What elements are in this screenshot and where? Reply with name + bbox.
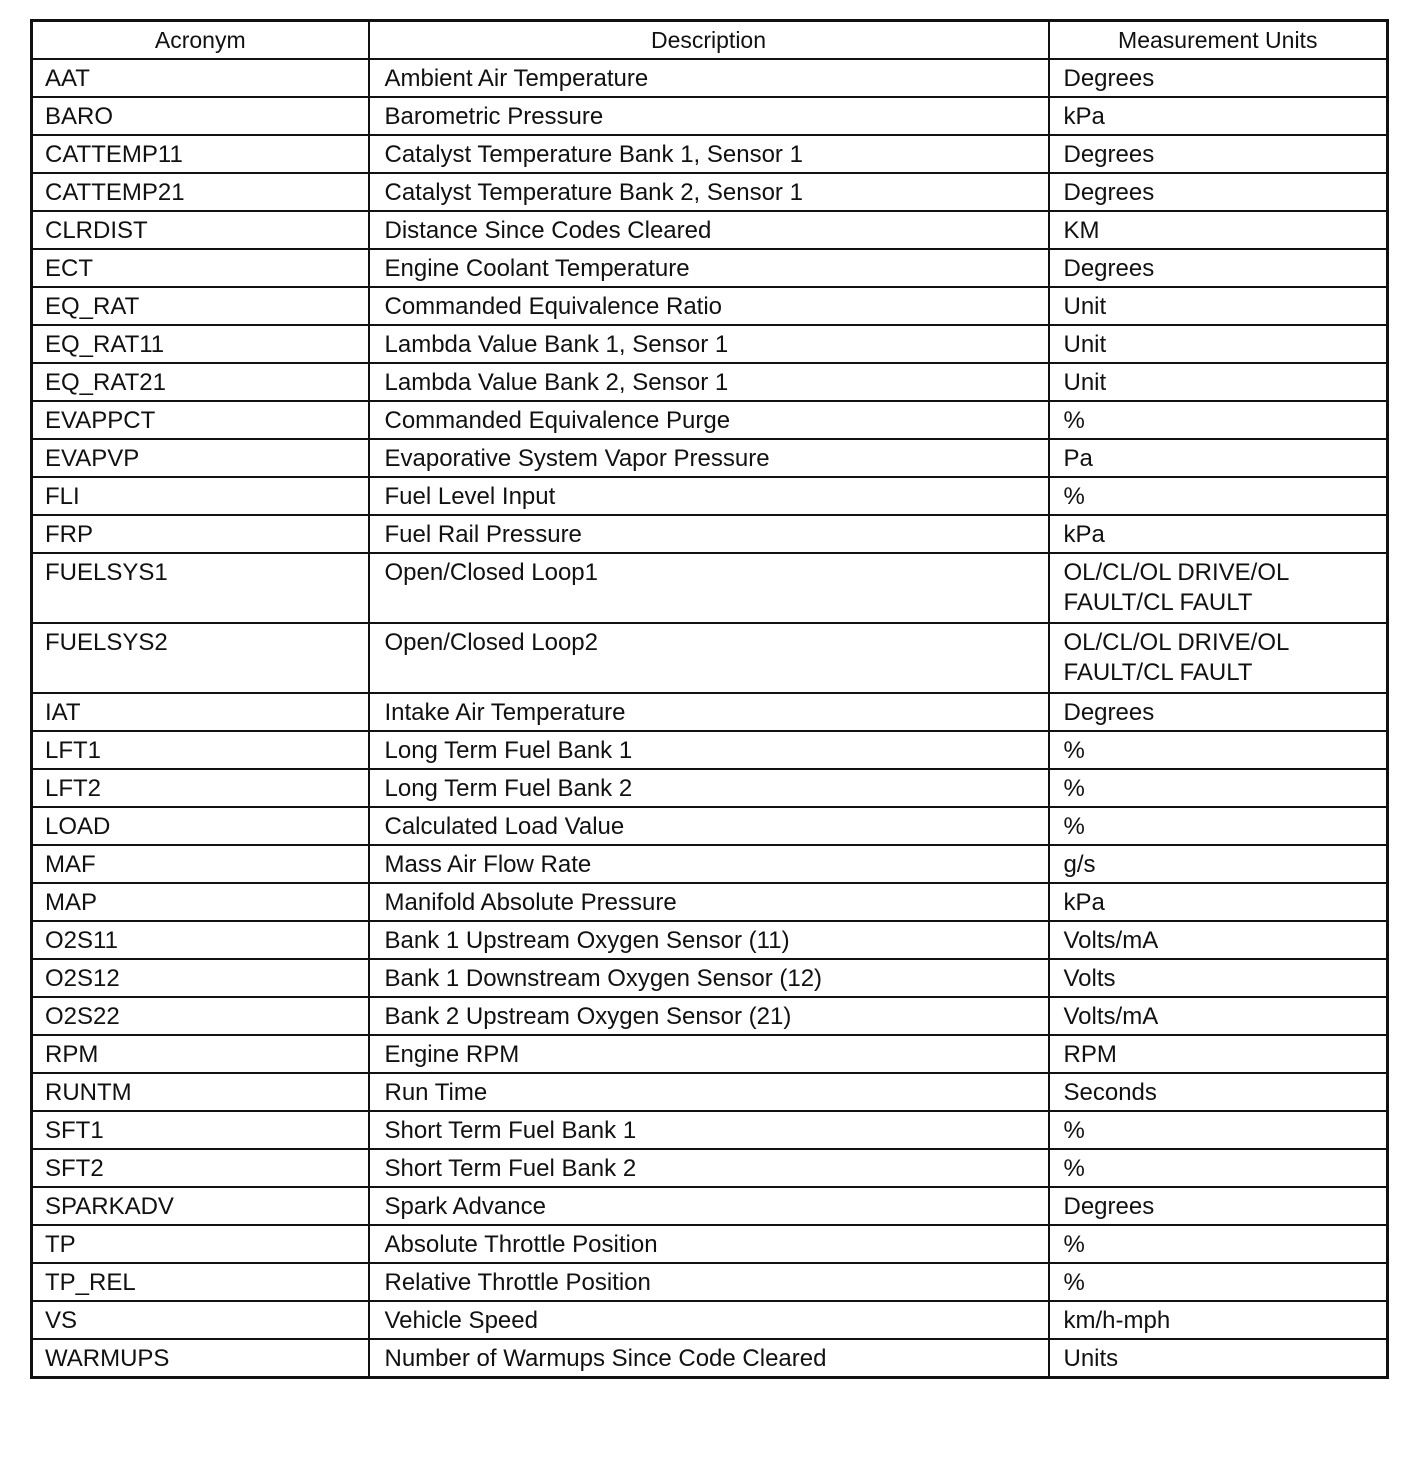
document-page [30, 19, 1386, 1379]
cell-acronym: EVAPPCT [32, 401, 369, 439]
cell-acronym: FUELSYS2 [32, 623, 369, 693]
table-row [32, 1035, 1388, 1073]
cell-acronym: ECT [32, 249, 369, 287]
cell-measurement-units: g/s [1049, 845, 1388, 883]
table-header-row [32, 21, 1388, 60]
cell-description: Engine RPM [369, 1035, 1049, 1073]
table-row [32, 693, 1388, 731]
table-row [32, 1339, 1388, 1378]
cell-acronym: LFT2 [32, 769, 369, 807]
table-row [32, 325, 1388, 363]
cell-acronym: EQ_RAT21 [32, 363, 369, 401]
cell-measurement-units: Units [1049, 1339, 1388, 1378]
header-acronym: Acronym [32, 21, 369, 60]
cell-acronym: BARO [32, 97, 369, 135]
cell-description: Fuel Rail Pressure [369, 515, 1049, 553]
table-row [32, 211, 1388, 249]
cell-acronym: O2S12 [32, 959, 369, 997]
cell-acronym: EQ_RAT11 [32, 325, 369, 363]
cell-description: Lambda Value Bank 1, Sensor 1 [369, 325, 1049, 363]
cell-description: Long Term Fuel Bank 2 [369, 769, 1049, 807]
table-row [32, 477, 1388, 515]
cell-measurement-units: Degrees [1049, 135, 1388, 173]
cell-acronym: CATTEMP11 [32, 135, 369, 173]
table-row [32, 807, 1388, 845]
cell-description: Commanded Equivalence Ratio [369, 287, 1049, 325]
cell-description: Bank 2 Upstream Oxygen Sensor (21) [369, 997, 1049, 1035]
cell-description: Mass Air Flow Rate [369, 845, 1049, 883]
table-row [32, 1149, 1388, 1187]
cell-acronym: MAP [32, 883, 369, 921]
cell-measurement-units: kPa [1049, 883, 1388, 921]
table-row [32, 515, 1388, 553]
header-measurement-units: Measurement Units [1049, 21, 1388, 60]
cell-description: Bank 1 Downstream Oxygen Sensor (12) [369, 959, 1049, 997]
cell-acronym: MAF [32, 845, 369, 883]
cell-acronym: CATTEMP21 [32, 173, 369, 211]
cell-measurement-units: km/h-mph [1049, 1301, 1388, 1339]
cell-measurement-units: Degrees [1049, 249, 1388, 287]
cell-measurement-units: Pa [1049, 439, 1388, 477]
cell-measurement-units: Degrees [1049, 693, 1388, 731]
cell-description: Fuel Level Input [369, 477, 1049, 515]
header-description: Description [369, 21, 1049, 60]
cell-description: Short Term Fuel Bank 2 [369, 1149, 1049, 1187]
table-row [32, 59, 1388, 97]
cell-measurement-units: % [1049, 1225, 1388, 1263]
cell-measurement-units: Degrees [1049, 173, 1388, 211]
cell-description: Catalyst Temperature Bank 1, Sensor 1 [369, 135, 1049, 173]
cell-acronym: FLI [32, 477, 369, 515]
cell-acronym: TP [32, 1225, 369, 1263]
cell-acronym: FRP [32, 515, 369, 553]
cell-description: Open/Closed Loop2 [369, 623, 1049, 693]
table-row [32, 97, 1388, 135]
cell-description: Number of Warmups Since Code Cleared [369, 1339, 1049, 1378]
cell-description: Engine Coolant Temperature [369, 249, 1049, 287]
cell-measurement-units: % [1049, 731, 1388, 769]
cell-description: Run Time [369, 1073, 1049, 1111]
cell-description: Catalyst Temperature Bank 2, Sensor 1 [369, 173, 1049, 211]
table-row [32, 1073, 1388, 1111]
cell-measurement-units: % [1049, 1149, 1388, 1187]
cell-description: Bank 1 Upstream Oxygen Sensor (11) [369, 921, 1049, 959]
cell-measurement-units: Unit [1049, 363, 1388, 401]
table-row [32, 1187, 1388, 1225]
cell-measurement-units: RPM [1049, 1035, 1388, 1073]
table-row [32, 135, 1388, 173]
table-row [32, 769, 1388, 807]
table-row [32, 173, 1388, 211]
cell-acronym: RPM [32, 1035, 369, 1073]
table-row [32, 845, 1388, 883]
cell-measurement-units: Volts/mA [1049, 921, 1388, 959]
cell-description: Vehicle Speed [369, 1301, 1049, 1339]
cell-measurement-units: Volts [1049, 959, 1388, 997]
cell-measurement-units: OL/CL/OL DRIVE/OL FAULT/CL FAULT [1049, 623, 1388, 693]
cell-description: Calculated Load Value [369, 807, 1049, 845]
cell-description: Short Term Fuel Bank 1 [369, 1111, 1049, 1149]
table-row [32, 1301, 1388, 1339]
cell-acronym: LOAD [32, 807, 369, 845]
cell-measurement-units: OL/CL/OL DRIVE/OL FAULT/CL FAULT [1049, 553, 1388, 623]
cell-description: Intake Air Temperature [369, 693, 1049, 731]
cell-description: Distance Since Codes Cleared [369, 211, 1049, 249]
table-row [32, 287, 1388, 325]
cell-description: Barometric Pressure [369, 97, 1049, 135]
cell-measurement-units: % [1049, 401, 1388, 439]
table-row [32, 921, 1388, 959]
table-row [32, 959, 1388, 997]
cell-measurement-units: Volts/mA [1049, 997, 1388, 1035]
cell-acronym: LFT1 [32, 731, 369, 769]
cell-description: Ambient Air Temperature [369, 59, 1049, 97]
cell-measurement-units: kPa [1049, 97, 1388, 135]
cell-acronym: WARMUPS [32, 1339, 369, 1378]
table-row [32, 401, 1388, 439]
cell-description: Spark Advance [369, 1187, 1049, 1225]
cell-measurement-units: % [1049, 807, 1388, 845]
table-row [32, 883, 1388, 921]
cell-acronym: RUNTM [32, 1073, 369, 1111]
cell-description: Absolute Throttle Position [369, 1225, 1049, 1263]
table-row [32, 1111, 1388, 1149]
cell-acronym: IAT [32, 693, 369, 731]
table-body [32, 59, 1388, 1378]
cell-acronym: CLRDIST [32, 211, 369, 249]
cell-acronym: O2S11 [32, 921, 369, 959]
cell-acronym: EVAPVP [32, 439, 369, 477]
cell-acronym: SFT2 [32, 1149, 369, 1187]
table-row [32, 363, 1388, 401]
cell-measurement-units: KM [1049, 211, 1388, 249]
table-row [32, 997, 1388, 1035]
cell-description: Manifold Absolute Pressure [369, 883, 1049, 921]
cell-acronym: FUELSYS1 [32, 553, 369, 623]
cell-measurement-units: % [1049, 1111, 1388, 1149]
cell-acronym: O2S22 [32, 997, 369, 1035]
cell-measurement-units: % [1049, 477, 1388, 515]
cell-description: Long Term Fuel Bank 1 [369, 731, 1049, 769]
cell-measurement-units: Unit [1049, 325, 1388, 363]
cell-measurement-units: Degrees [1049, 1187, 1388, 1225]
cell-acronym: SPARKADV [32, 1187, 369, 1225]
cell-description: Lambda Value Bank 2, Sensor 1 [369, 363, 1049, 401]
cell-description: Evaporative System Vapor Pressure [369, 439, 1049, 477]
cell-description: Relative Throttle Position [369, 1263, 1049, 1301]
cell-description: Commanded Equivalence Purge [369, 401, 1049, 439]
cell-acronym: TP_REL [32, 1263, 369, 1301]
cell-acronym: VS [32, 1301, 369, 1339]
cell-acronym: AAT [32, 59, 369, 97]
cell-measurement-units: Seconds [1049, 1073, 1388, 1111]
cell-measurement-units: % [1049, 769, 1388, 807]
table-row [32, 731, 1388, 769]
table-row [32, 439, 1388, 477]
table-row [32, 623, 1388, 693]
table-row [32, 1263, 1388, 1301]
table-row [32, 249, 1388, 287]
cell-measurement-units: Unit [1049, 287, 1388, 325]
table-row [32, 1225, 1388, 1263]
cell-measurement-units: kPa [1049, 515, 1388, 553]
cell-acronym: SFT1 [32, 1111, 369, 1149]
table-row [32, 553, 1388, 623]
cell-acronym: EQ_RAT [32, 287, 369, 325]
cell-measurement-units: % [1049, 1263, 1388, 1301]
acronym-table [30, 19, 1389, 1379]
cell-measurement-units: Degrees [1049, 59, 1388, 97]
cell-description: Open/Closed Loop1 [369, 553, 1049, 623]
